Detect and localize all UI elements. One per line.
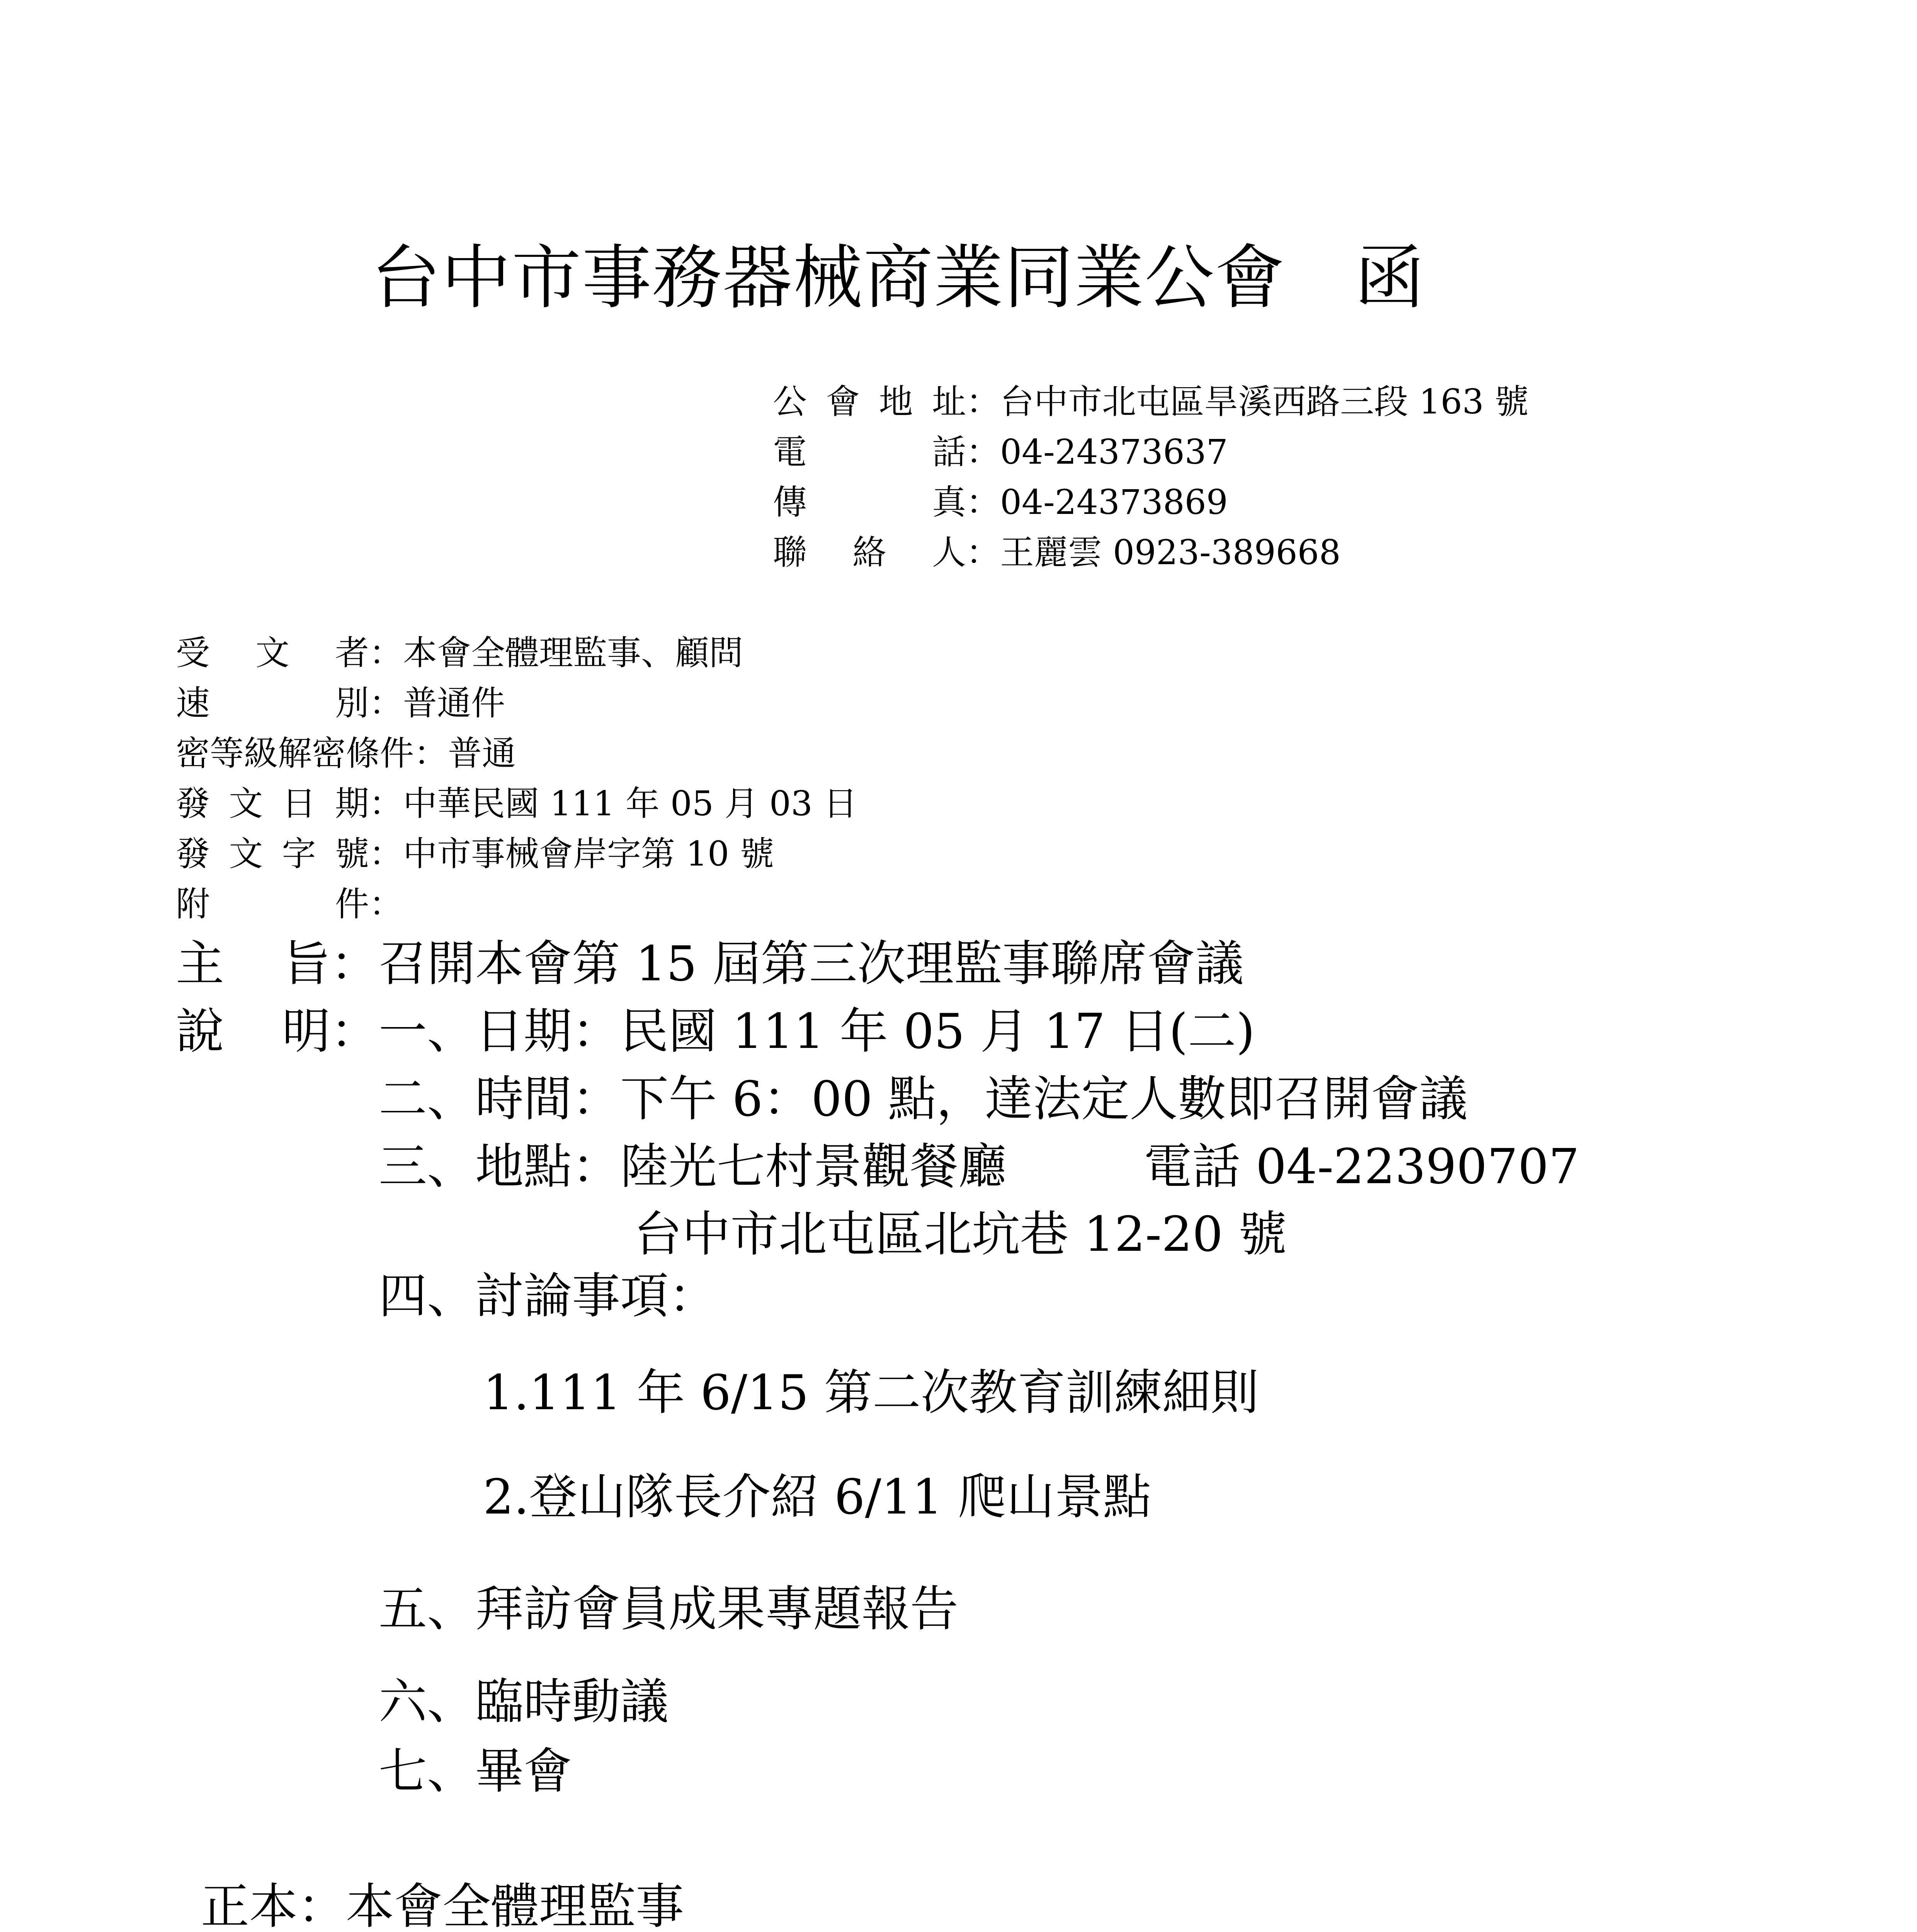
contact-value: 台中市北屯區旱溪西路三段 163 號 bbox=[1000, 382, 1529, 422]
meta-value: 中市事械會岸字第 10 號 bbox=[403, 834, 774, 874]
meta-value: 中華民國 111 年 05 月 03 日 bbox=[403, 784, 857, 823]
meta-speed: 速 別：普通件 bbox=[176, 680, 505, 726]
subject-line: 主 旨：召開本會第 15 屆第三次理監事聯席會議 bbox=[176, 931, 1244, 997]
meta-issue-number: 發文字號：中市事械會岸字第 10 號 bbox=[176, 831, 774, 877]
meta-value: 本會全體理監事、顧問 bbox=[403, 633, 743, 673]
subject-text: 召開本會第 15 屆第三次理監事聯席會議 bbox=[379, 936, 1244, 992]
venue-address: 台中市北屯區北坑巷 12-20 號 bbox=[634, 1206, 1287, 1262]
contact-person: 聯 絡 人：王麗雲 0923-389668 bbox=[773, 529, 1341, 576]
contact-phone: 電 話：04-24373637 bbox=[773, 429, 1228, 475]
contact-value: 04-24373869 bbox=[1000, 482, 1228, 522]
agenda-item-7: 七、畢會 bbox=[379, 1743, 572, 1799]
contact-label: 電 話 bbox=[773, 432, 966, 472]
meta-value: 普通 bbox=[448, 733, 516, 773]
contact-label: 公會地址 bbox=[773, 382, 966, 422]
meeting-place: 三、地點：陸光七村景觀餐廳 bbox=[379, 1139, 1007, 1195]
original-copy: 正本：本會全體理監事 bbox=[201, 1879, 684, 1932]
meta-recipient: 受 文 者：本會全體理監事、顧問 bbox=[176, 630, 743, 676]
agenda-item-5: 五、拜訪會員成果專題報告 bbox=[379, 1581, 958, 1637]
explanation-label: 說 明 bbox=[176, 1003, 330, 1060]
venue-phone: 電話 04-22390707 bbox=[1144, 1139, 1580, 1195]
discussion-item: 1.111 年 6/15 第二次教育訓練細則 bbox=[483, 1365, 1259, 1421]
contact-value: 04-24373637 bbox=[1000, 432, 1228, 472]
meta-label: 附 件 bbox=[176, 884, 369, 924]
meta-label: 速 別 bbox=[176, 683, 369, 723]
contact-address: 公會地址：台中市北屯區旱溪西路三段 163 號 bbox=[773, 379, 1529, 425]
meta-label: 發文日期 bbox=[176, 784, 369, 823]
meta-classification: 密等級解密條件：普通 bbox=[176, 730, 516, 777]
meta-label: 受 文 者 bbox=[176, 633, 369, 673]
meta-issue-date: 發文日期：中華民國 111 年 05 月 03 日 bbox=[176, 781, 857, 827]
association-name: 台中市事務器械商業同業公會 bbox=[371, 238, 1286, 318]
meta-label: 密等級解密條件 bbox=[176, 733, 414, 773]
subject-label: 主 旨 bbox=[176, 936, 330, 992]
meta-label: 發文字號 bbox=[176, 834, 369, 874]
discussion-heading: 四、討論事項： bbox=[379, 1268, 717, 1324]
contact-label: 聯 絡 人 bbox=[773, 532, 966, 572]
agenda-item-6: 六、臨時動議 bbox=[379, 1674, 668, 1730]
meta-value: 普通件 bbox=[403, 683, 505, 723]
discussion-item: 2.登山隊長介紹 6/11 爬山景點 bbox=[483, 1469, 1152, 1525]
letterhead-title bbox=[371, 236, 1425, 321]
contact-fax: 傳 真：04-24373869 bbox=[773, 479, 1228, 526]
contact-value: 王麗雲 0923-389668 bbox=[1000, 532, 1341, 572]
document-type: 函 bbox=[1355, 238, 1425, 318]
contact-label: 傳 真 bbox=[773, 482, 966, 522]
explanation-line: 說 明：一、日期：民國 111 年 05 月 17 日(二) bbox=[176, 999, 1255, 1065]
meta-attachment: 附 件： bbox=[176, 881, 403, 927]
meeting-time: 二、時間：下午 6：00 點，達法定人數即召開會議 bbox=[379, 1071, 1468, 1127]
meeting-date: 一、日期：民國 111 年 05 月 17 日(二) bbox=[379, 1003, 1255, 1060]
